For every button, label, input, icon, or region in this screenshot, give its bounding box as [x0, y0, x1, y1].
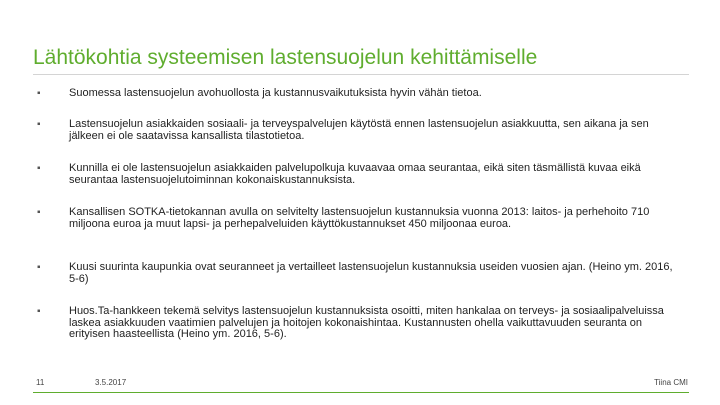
bullet-marker: ▪ — [37, 163, 41, 174]
bullet-marker: ▪ — [37, 262, 41, 273]
page-number: 11 — [36, 378, 45, 387]
bullet-text: Lastensuojelun asiakkaiden sosiaali- ja terveyspalvelujen käytöstä ennen lastensuojelun asiakkuutta, sen aikana ja sen jälkeen ei ole saatavissa kansallista tilastotietoa. — [69, 118, 649, 142]
bullet-text: Suomessa lastensuojelun avohuollosta ja kustannusvaikutuksista hyvin vähän tietoa. — [69, 87, 482, 99]
bullet-marker: ▪ — [37, 119, 41, 130]
bullet-marker: ▪ — [37, 207, 41, 218]
footer-date: 3.5.2017 — [95, 378, 127, 387]
bullet-text: Kunnilla ei ole lastensuojelun asiakkaiden palvelupolkuja kuvaavaa omaa seurantaa, eikä siten täsmällistä kuvaa eikä seurantaa lastensuojelutoiminnan kokonaiskustannuksista. — [69, 162, 641, 186]
title-divider — [33, 74, 689, 75]
footer-author: Tiina CMI — [654, 378, 688, 387]
bullet-text: Huos.Ta-hankkeen tekemä selvitys lastensuojelun kustannuksista osoitti, miten hankalaa on terveys- ja sosiaalipalveluissa laskea asiakkuuden vaatimien palvelujen ja hoitojen kokonaishintaa. Kustannusten ohella vaikuttavuuden seuranta on erityisen haasteellista (Heino ym. 2016, 5-6). — [69, 305, 664, 341]
slide-title: Lähtökohtia systeemisen lastensuojelun kehittämiselle — [33, 46, 538, 69]
bullet-text: Kuusi suurinta kaupunkia ovat seuranneet ja vertailleet lastensuojelun kustannuksia useiden vuosien ajan. (Heino ym. 2016, 5-6) — [69, 261, 673, 285]
bullet-marker: ▪ — [37, 88, 41, 99]
bullet-marker: ▪ — [37, 306, 41, 317]
bullet-text: Kansallisen SOTKA-tietokannan avulla on selvitelty lastensuojelun kustannuksia vuonna 2013: laitos- ja perhehoito 710 miljoona euroa ja muut lapsi- ja perhepalveluiden käyttökustannukset 450 miljoonaa euroa. — [69, 206, 650, 230]
footer-divider — [33, 392, 689, 393]
